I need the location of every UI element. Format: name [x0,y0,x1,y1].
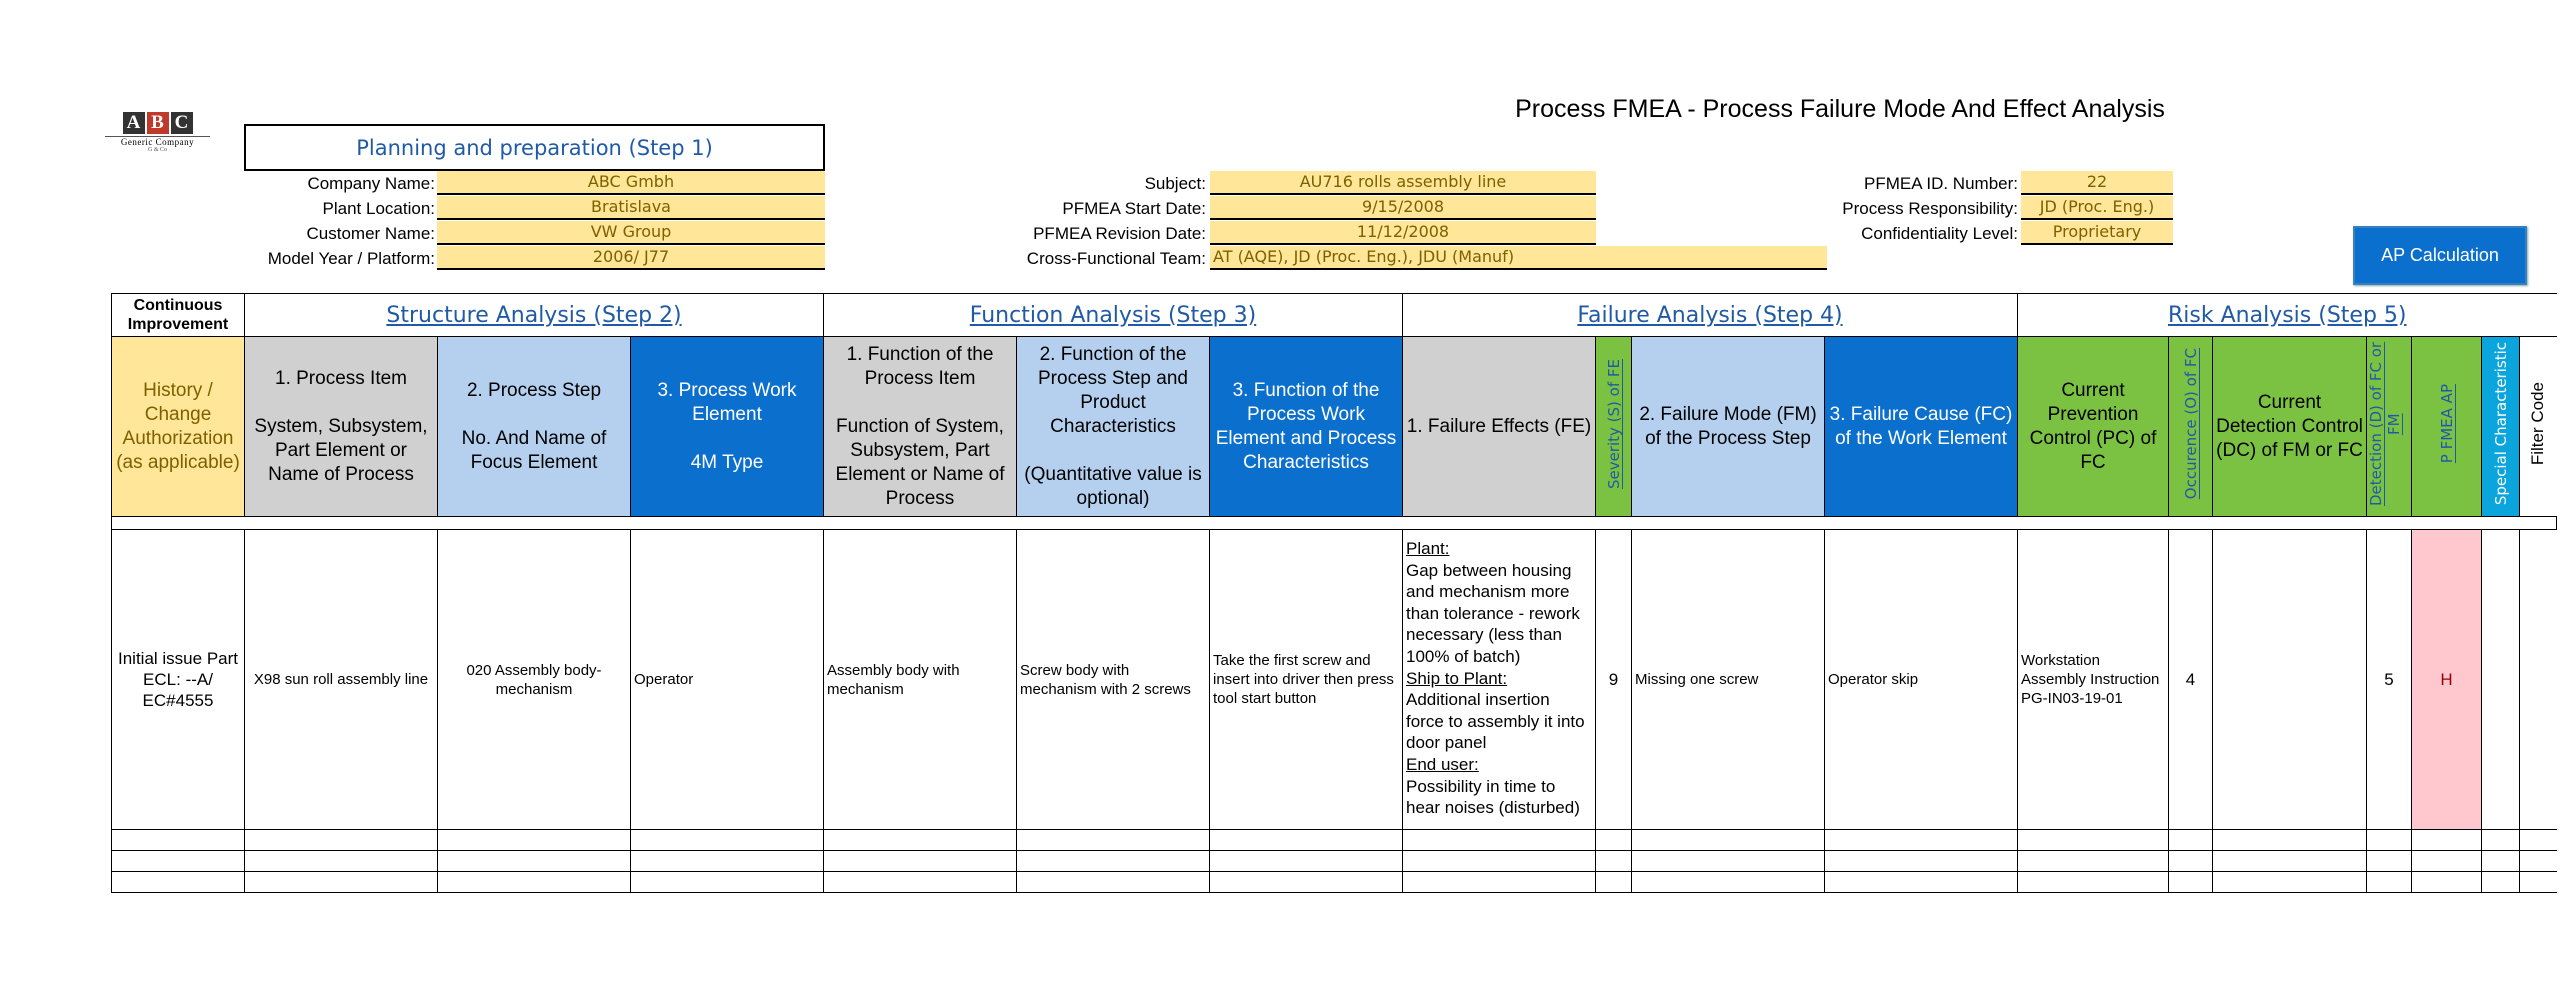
function-step-cell[interactable]: Screw body with mechanism with 2 screws [1017,530,1210,830]
failure-effects-column-header: 1. Failure Effects (FE) [1403,337,1596,517]
customer-name-label: Customer Name: [306,224,435,243]
failure-cause-column-header: 3. Failure Cause (FC) of the Work Element [1825,337,2018,517]
confidentiality-level-label: Confidentiality Level: [1861,224,2018,243]
function-item-title: 1. Function of the Process Item [846,343,994,389]
fe-ship-heading: Ship to Plant: [1406,668,1508,688]
process-responsibility-field[interactable]: JD (Proc. Eng.) [2021,196,2173,220]
filter-code-column-header [2520,337,2557,517]
pfmea-revision-date-field[interactable]: 11/12/2008 [1210,221,1596,245]
logo-letter-b: B [147,112,169,134]
detection-header-text: Detection (D) of FC or FM [2367,341,2403,507]
detection-column-header [2367,337,2412,517]
empty-row [112,872,2557,893]
subject-label: Subject: [1144,174,1206,193]
model-year-label: Model Year / Platform: [267,249,435,268]
plant-location-label: Plant Location: [322,199,435,218]
failure-effects-cell[interactable] [1403,530,1596,830]
history-cell[interactable]: Initial issue Part ECL: --A/ EC#4555 [112,530,245,830]
failure-analysis-header: Failure Analysis (Step 4) [1403,294,2018,337]
function-step-column-header [1017,337,1210,517]
special-characteristic-cell[interactable] [2482,530,2520,830]
page-title: Process FMEA - Process Failure Mode And Effect Analysis [1515,95,2165,123]
work-element-column-header [631,337,824,517]
occurence-header-text: Occurence (O) of FC [2181,348,2200,500]
logo-tagline: G & Co [147,147,167,153]
function-item-column-header [824,337,1017,517]
process-item-cell[interactable]: X98 sun roll assembly line [245,530,438,830]
fe-plant-heading: Plant: [1406,539,1450,558]
detection-cell[interactable]: 5 [2367,530,2412,830]
filter-code-cell[interactable] [2520,530,2557,830]
pfmea-ap-column-header [2412,337,2482,517]
history-column-header: History / Change Authorization (as applicable) [112,337,245,517]
company-name-field[interactable]: ABC Gmbh [437,171,825,195]
customer-name-field[interactable]: VW Group [437,221,825,245]
process-step-subtitle: No. And Name of Focus Element [461,427,607,473]
prevention-control-cell[interactable]: Workstation Assembly Instruction PG-IN03-19-01 [2018,530,2169,830]
function-step-subtitle: (Quantitative value is optional) [1024,463,1202,509]
function-analysis-header: Function Analysis (Step 3) [824,294,1403,337]
confidentiality-level-field[interactable]: Proprietary [2021,221,2173,245]
failure-cause-cell[interactable]: Operator skip [1825,530,2018,830]
fe-ship-text: Additional insertion force to assembly it into door panel [1406,690,1585,753]
logo-company-name: Generic Company [105,136,210,147]
risk-analysis-header: Risk Analysis (Step 5) [2018,294,2557,337]
function-work-element-cell[interactable]: Take the first screw and insert into driver then press tool start button [1210,530,1403,830]
work-element-cell[interactable]: Operator [631,530,824,830]
function-step-title: 2. Function of the Process Step and Product Characteristics [1038,343,1188,437]
logo-letter-c: C [171,112,193,134]
process-item-title: 1. Process Item [275,367,407,389]
work-element-subtitle: 4M Type [690,451,764,473]
pfmea-ap-header-text: P FMEA AP [2437,384,2456,464]
pfmea-revision-date-label: PFMEA Revision Date: [1033,224,1206,243]
pfmea-start-date-field[interactable]: 9/15/2008 [1210,196,1596,220]
severity-column-header [1596,337,1632,517]
fe-enduser-heading: End user: [1406,754,1479,774]
subject-field[interactable]: AU716 rolls assembly line [1210,171,1596,195]
function-work-element-column-header: 3. Function of the Process Work Element and Process Characteristics [1210,337,1403,517]
severity-cell[interactable]: 9 [1596,530,1632,830]
detection-control-cell[interactable] [2213,530,2367,830]
failure-mode-column-header: 2. Failure Mode (FM) of the Process Step [1632,337,1825,517]
logo-letter-a: A [123,112,145,134]
fe-enduser-text: Possibility in time to hear noises (disturbed) [1406,776,1580,818]
function-item-subtitle: Function of System, Subsystem, Part Element or Name of Process [835,415,1005,509]
special-characteristic-header-text: Special Characteristic [2491,342,2510,506]
occurence-column-header [2169,337,2213,517]
filter-code-header-text: Filter Code [2528,382,2548,466]
cross-functional-team-field[interactable]: AT (AQE), JD (Proc. Eng.), JDU (Manuf) [1210,246,1827,270]
process-item-subtitle: System, Subsystem, Part Element or Name of Process [254,415,428,485]
planning-step-header: Planning and preparation (Step 1) [244,124,825,171]
continuous-improvement-header: Continuous Improvement [112,294,245,337]
severity-header-text: Severity (S) of FE [1604,358,1623,490]
company-logo [100,112,215,158]
empty-row [112,851,2557,872]
work-element-title: 3. Process Work Element [657,379,797,425]
process-step-cell[interactable]: 020 Assembly body-mechanism [438,530,631,830]
pfmea-id-label: PFMEA ID. Number: [1864,174,2018,193]
occurence-cell[interactable]: 4 [2169,530,2213,830]
pfmea-start-date-label: PFMEA Start Date: [1062,199,1206,218]
structure-analysis-header: Structure Analysis (Step 2) [245,294,824,337]
fe-plant-text: Gap between housing and mechanism more than tolerance - rework necessary (less than 100% of batch) [1406,560,1580,666]
special-characteristic-column-header [2482,337,2520,517]
ap-cell[interactable]: H [2412,530,2482,830]
cross-functional-team-label: Cross-Functional Team: [1026,249,1206,268]
plant-location-field[interactable]: Bratislava [437,196,825,220]
function-item-cell[interactable]: Assembly body with mechanism [824,530,1017,830]
pfmea-id-field[interactable]: 22 [2021,171,2173,195]
process-item-column-header [245,337,438,517]
process-step-column-header [438,337,631,517]
model-year-field[interactable]: 2006/ J77 [437,246,825,270]
company-name-label: Company Name: [307,174,435,193]
failure-mode-cell[interactable]: Missing one screw [1632,530,1825,830]
empty-row [112,830,2557,851]
process-responsibility-label: Process Responsibility: [1842,199,2018,218]
process-step-title: 2. Process Step [466,379,602,401]
detection-control-column-header: Current Detection Control (DC) of FM or FC [2213,337,2367,517]
ap-calculation-button[interactable]: AP Calculation [2353,226,2527,285]
pfmea-table [111,293,2557,893]
prevention-control-column-header: Current Prevention Control (PC) of FC [2018,337,2169,517]
